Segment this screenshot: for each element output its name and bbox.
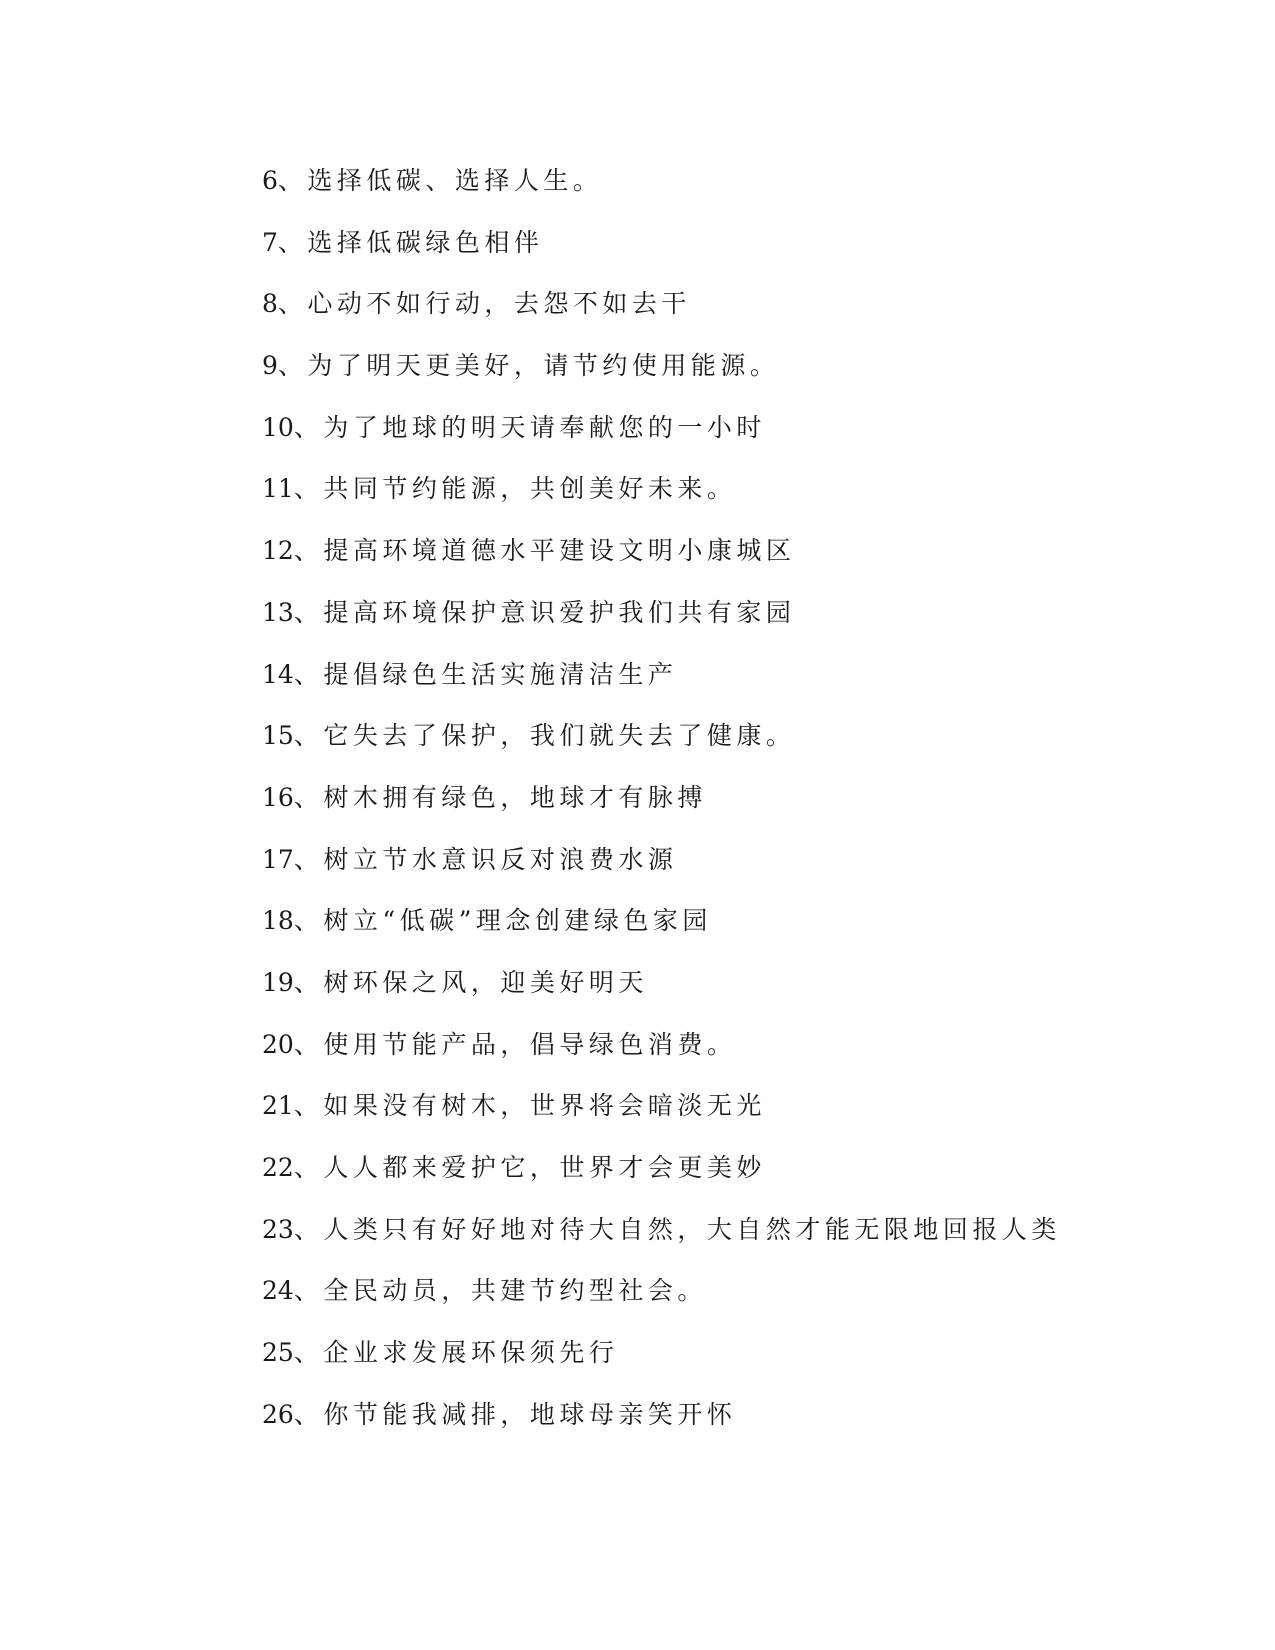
item-number: 8 [262, 289, 278, 319]
item-separator: 、 [277, 227, 308, 257]
list-item [262, 413, 1061, 475]
item-number: 24 [262, 1276, 294, 1306]
item-number: 23 [262, 1214, 294, 1244]
list-item [262, 783, 1061, 845]
list-item [262, 228, 1061, 290]
list-item [262, 1030, 1061, 1092]
item-number: 18 [262, 906, 294, 936]
item-separator: 、 [277, 166, 308, 195]
item-number: 15 [262, 721, 294, 751]
list-item [262, 1400, 1061, 1462]
item-number: 25 [262, 1338, 294, 1368]
item-number: 21 [262, 1091, 294, 1121]
item-text: 树立“低碳”理念创建绿色家园 [323, 906, 712, 936]
item-text: 选择低碳绿色相伴 [307, 227, 544, 257]
list-item [262, 1153, 1061, 1215]
item-text: 为了明天更美好，请节约使用能源。 [307, 351, 780, 381]
item-text: 选择低碳、选择人生。 [307, 166, 603, 195]
list-item [262, 660, 1061, 722]
list-item [262, 166, 1061, 228]
item-separator: 、 [277, 351, 308, 381]
item-separator: 、 [293, 597, 324, 627]
list-item [262, 289, 1061, 351]
list-item [262, 1215, 1061, 1277]
item-number: 22 [262, 1153, 294, 1182]
item-number: 20 [262, 1029, 294, 1059]
item-separator: 、 [293, 1214, 324, 1244]
list-item [262, 845, 1061, 907]
item-number: 16 [262, 782, 294, 812]
item-text: 使用节能产品，倡导绿色消费。 [323, 1029, 737, 1059]
list-item [262, 598, 1061, 660]
item-text: 提倡绿色生活实施清洁生产 [323, 659, 678, 689]
list-item [262, 906, 1061, 968]
item-separator: 、 [293, 412, 324, 442]
item-text: 全民动员，共建节约型社会。 [323, 1276, 707, 1306]
item-text: 你节能我减排，地球母亲笑开怀 [323, 1399, 737, 1429]
item-number: 13 [262, 597, 294, 627]
item-separator: 、 [293, 1091, 324, 1121]
slogan-list [262, 166, 1061, 1461]
item-number: 7 [262, 227, 278, 257]
item-number: 26 [262, 1399, 294, 1429]
item-text: 企业求发展环保须先行 [323, 1338, 619, 1368]
item-number: 6 [262, 166, 278, 195]
item-text: 共同节约能源，共创美好未来。 [323, 474, 737, 504]
item-separator: 、 [293, 536, 324, 566]
item-number: 14 [262, 659, 294, 689]
item-separator: 、 [293, 721, 324, 751]
item-number: 17 [262, 844, 294, 874]
item-text: 树木拥有绿色，地球才有脉搏 [323, 782, 707, 812]
item-separator: 、 [293, 844, 324, 874]
list-item [262, 1276, 1061, 1338]
item-number: 9 [262, 351, 278, 381]
item-text: 提高环境道德水平建设文明小康城区 [323, 536, 796, 566]
item-separator: 、 [293, 1338, 324, 1368]
item-number: 11 [262, 474, 294, 504]
list-item [262, 536, 1061, 598]
item-text: 树立节水意识反对浪费水源 [323, 844, 678, 874]
item-separator: 、 [293, 474, 324, 504]
item-text: 为了地球的明天请奉献您的一小时 [323, 412, 766, 442]
item-separator: 、 [293, 1153, 324, 1182]
item-text: 它失去了保护，我们就失去了健康。 [323, 721, 796, 751]
list-item [262, 1091, 1061, 1153]
item-separator: 、 [293, 1029, 324, 1059]
list-item [262, 474, 1061, 536]
item-separator: 、 [277, 289, 308, 319]
list-item [262, 721, 1061, 783]
item-separator: 、 [293, 659, 324, 689]
item-text: 人人都来爱护它，世界才会更美妙 [323, 1153, 766, 1182]
item-separator: 、 [293, 906, 324, 936]
list-item [262, 968, 1061, 1030]
list-item [262, 351, 1061, 413]
item-text: 如果没有树木，世界将会暗淡无光 [323, 1091, 766, 1121]
item-text: 人类只有好好地对待大自然，大自然才能无限地回报人类 [323, 1214, 1061, 1244]
item-number: 19 [262, 967, 294, 997]
item-separator: 、 [293, 1399, 324, 1429]
list-item [262, 1338, 1061, 1400]
item-separator: 、 [293, 782, 324, 812]
item-number: 12 [262, 536, 294, 566]
item-number: 10 [262, 412, 294, 442]
item-separator: 、 [293, 967, 324, 997]
item-separator: 、 [293, 1276, 324, 1306]
item-text: 心动不如行动，去怨不如去干 [307, 289, 691, 319]
item-text: 树环保之风，迎美好明天 [323, 967, 648, 997]
item-text: 提高环境保护意识爱护我们共有家园 [323, 597, 796, 627]
